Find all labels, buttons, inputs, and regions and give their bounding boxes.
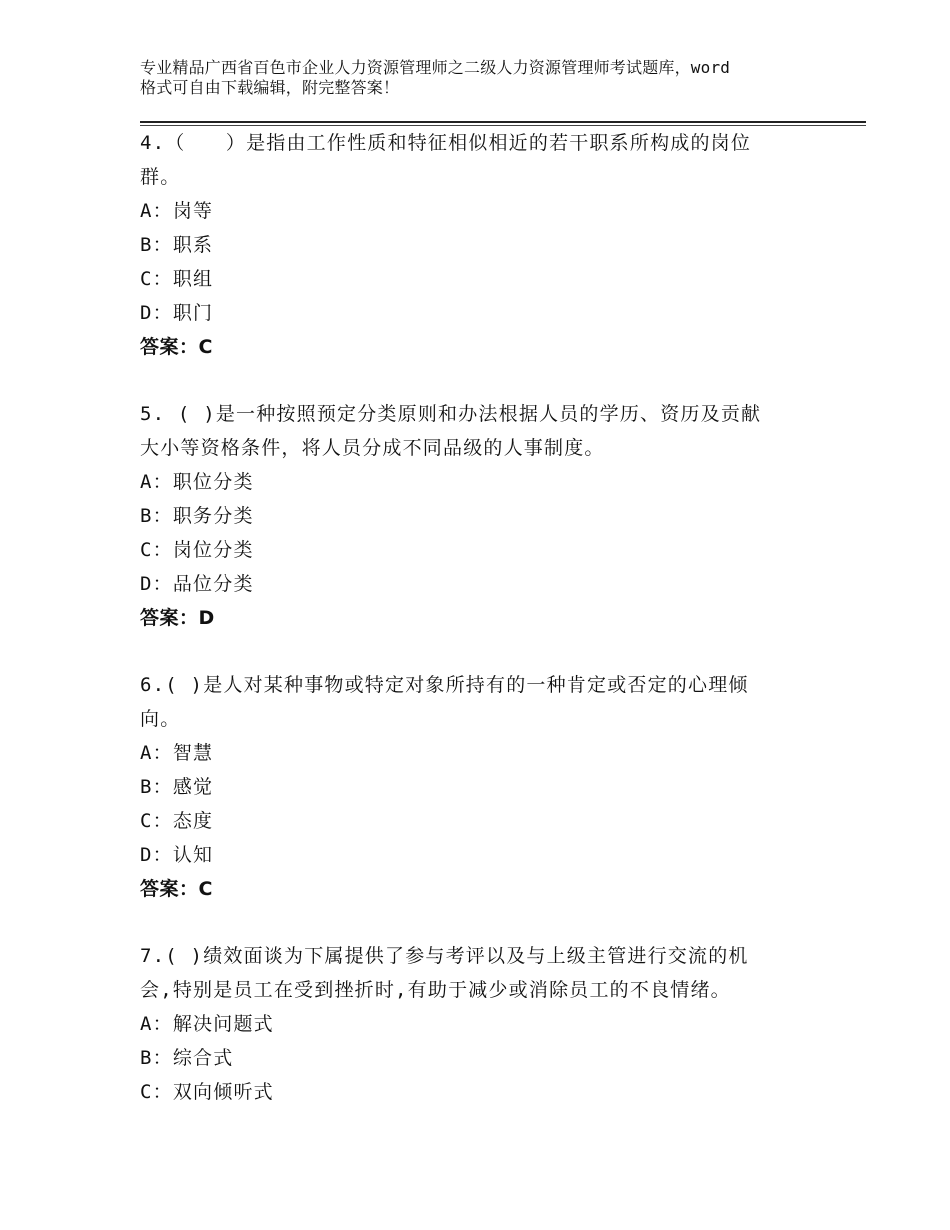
option-d: D：职门	[140, 302, 214, 324]
option-a: A：解决问题式	[140, 1013, 274, 1035]
page-header	[140, 58, 860, 98]
stem-line: 会,特别是员工在受到挫折时,有助于减少或消除员工的不良情绪。	[140, 979, 731, 1001]
answer-label: 答案：C	[140, 878, 213, 900]
stem-line: 4.（ ）是指由工作性质和特征相似相近的若干职系所构成的岗位	[140, 132, 752, 154]
header-line-1: 专业精品广西省百色市企业人力资源管理师之二级人力资源管理师考试题库，word	[140, 58, 731, 77]
question-gap	[140, 635, 840, 668]
option-c: C：态度	[140, 810, 214, 832]
question-stem	[140, 126, 840, 194]
option-c: C：双向倾听式	[140, 1081, 274, 1103]
question-6	[140, 668, 840, 906]
option-a: A：岗等	[140, 200, 214, 222]
question-7	[140, 939, 840, 1109]
option-a: A：智慧	[140, 742, 214, 764]
stem-line: 6.( )是人对某种事物或特定对象所持有的一种肯定或否定的心理倾	[140, 674, 749, 696]
option-d: D：认知	[140, 844, 214, 866]
option-d: D：品位分类	[140, 573, 254, 595]
stem-line: 向。	[140, 708, 181, 730]
answer-label: 答案：C	[140, 336, 213, 358]
stem-line: 群。	[140, 166, 181, 188]
option-a: A：职位分类	[140, 471, 254, 493]
question-gap	[140, 906, 840, 939]
question-4	[140, 126, 840, 364]
option-b: B：综合式	[140, 1047, 234, 1069]
question-stem	[140, 939, 840, 1007]
header-line-2: 格式可自由下载编辑，附完整答案！	[140, 78, 400, 97]
question-stem	[140, 668, 840, 736]
question-list	[140, 126, 840, 1109]
question-5	[140, 397, 840, 635]
stem-line: 7.( )绩效面谈为下属提供了参与考评以及与上级主管进行交流的机	[140, 945, 749, 967]
answer-label: 答案：D	[140, 607, 215, 629]
option-c: C：岗位分类	[140, 539, 254, 561]
option-c: C：职组	[140, 268, 214, 290]
question-stem	[140, 397, 840, 465]
header-rule-thick	[140, 121, 866, 123]
stem-line: 大小等资格条件，将人员分成不同品级的人事制度。	[140, 437, 605, 459]
option-b: B：职务分类	[140, 505, 254, 527]
option-b: B：职系	[140, 234, 214, 256]
question-gap	[140, 364, 840, 397]
option-b: B：感觉	[140, 776, 214, 798]
stem-line: 5. ( )是一种按照预定分类原则和办法根据人员的学历、资历及贡献	[140, 403, 762, 425]
